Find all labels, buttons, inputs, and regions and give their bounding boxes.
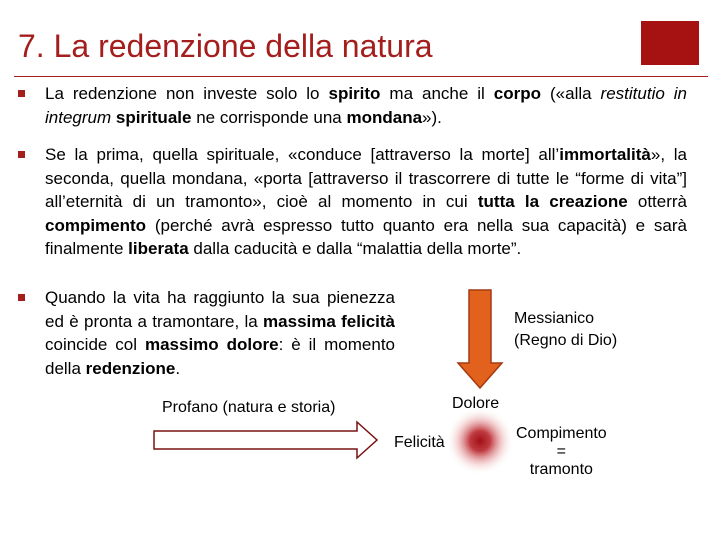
messianico-label <box>514 308 617 352</box>
bold-span: spirito <box>328 84 381 103</box>
dolore-label: Dolore <box>452 395 500 412</box>
right-arrow-icon <box>154 422 377 458</box>
redemption-glow <box>446 407 514 475</box>
compimento-line-1: Compimento <box>516 425 607 442</box>
profano-label: Profano (natura e storia) <box>162 399 336 416</box>
italic-span: restitutio in integrum <box>45 84 687 127</box>
bold-span: liberata <box>128 239 189 258</box>
bold-span: mondana <box>346 107 423 127</box>
compimento-label <box>516 425 607 479</box>
text-span: («alla <box>541 84 601 103</box>
slide-title: 7. La redenzione della natura <box>18 28 433 64</box>
text-span: (perché avrà espresso tutto quanto era nella sua capacità) e sarà finalmente <box>45 215 687 258</box>
bold-span: redenzione <box>85 358 176 378</box>
text-span: Quando la vita ha raggiunto la sua pienezza ed è pronta a tramontare, la <box>45 288 395 331</box>
text-span: dalla caducità e dalla “malattia della morte”. <box>188 239 522 258</box>
text-span: »). <box>422 107 442 127</box>
text-span: . <box>175 358 181 378</box>
bold-span: compimento <box>45 215 147 235</box>
text-span: Se la prima, quella spirituale, «conduce [attraverso la morte] all’ <box>45 145 560 164</box>
text-span: coincide col <box>45 335 145 354</box>
down-arrow-icon <box>458 290 502 388</box>
bold-span: spirituale <box>115 107 192 127</box>
bold-span: immortalità <box>559 145 651 164</box>
bold-span: massima felicità <box>263 311 395 331</box>
messianico-line-2: (Regno di Dio) <box>514 332 618 349</box>
text-span: : è il momento della <box>45 335 395 378</box>
bold-span: corpo <box>493 84 542 103</box>
compimento-line-3: tramonto <box>529 461 593 478</box>
text-span: ma anche il <box>380 84 494 103</box>
bold-span: tutta la creazione <box>477 192 628 211</box>
text-span: La redenzione non investe solo lo <box>45 84 329 103</box>
messianico-line-1: Messianico <box>514 310 595 327</box>
bold-span: massimo dolore <box>144 335 279 354</box>
text-span: ne corrisponde una <box>191 107 347 127</box>
text-span: otterrà <box>627 192 687 211</box>
felicita-label: Felicità <box>394 434 445 451</box>
text-span: », la seconda, quella mondana, «porta [attraverso il trascorrere di tutte le “forme di vita”] all’eternità di un tramonto», cioè al momento in cui <box>45 145 688 211</box>
compimento-line-2: = <box>556 443 567 460</box>
